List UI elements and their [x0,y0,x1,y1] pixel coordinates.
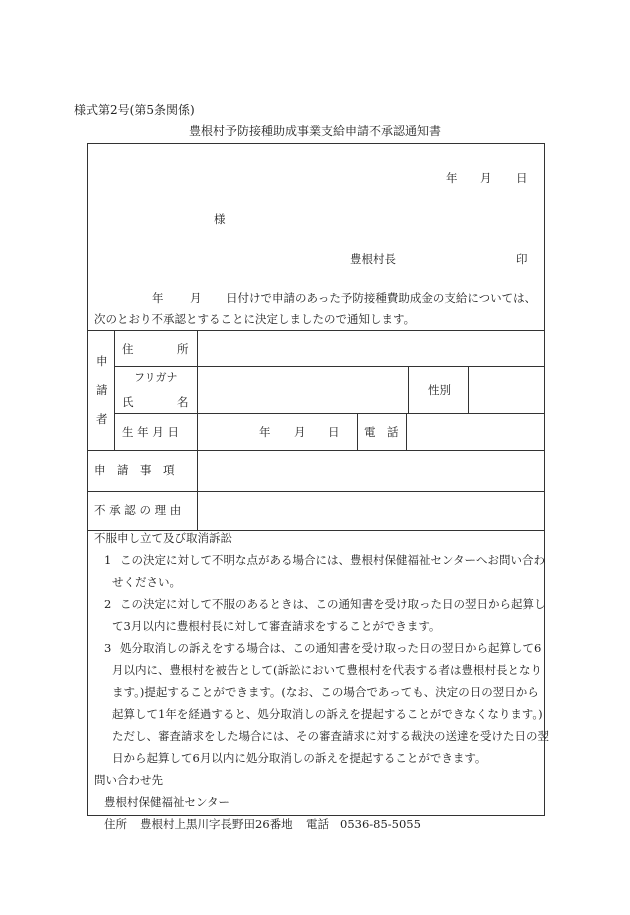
date-year: 年 [446,171,458,185]
addressee-suffix: 様 [214,212,226,226]
phone-left-line [357,413,358,450]
birthdate-label: 生 年 月 日 [122,425,179,439]
applicant-bottom-line [88,450,544,451]
contact-address: 豊根村上黒川字長野田26番地 [140,817,293,831]
appeal-item-3-line: ただし、審査請求をした場合には、その審査請求に対する裁決の送達を受けた日の翌 [112,729,549,743]
appeal-item-3-number: 3 [104,641,112,655]
request-row-line [88,491,544,492]
contact-address-label: 住所 [104,817,127,831]
birth-month: 月 [294,425,306,439]
table-top-line [88,330,544,331]
group-column-line [114,330,115,450]
gender-label: 性別 [428,383,451,397]
name-label-2: 名 [177,395,189,409]
appeal-item-1-line: この決定に対して不明な点がある場合には、豊根村保健福祉センターへお問い合わ [120,553,546,567]
applicant-group-label-2: 請 [96,383,108,397]
gender-right-line [468,366,469,413]
phone-right-line [406,413,407,450]
birth-year: 年 [259,425,271,439]
issuer-name: 豊根村長 [350,252,396,266]
label-column-line [197,330,198,530]
contact-org: 豊根村保健福祉センター [104,795,231,809]
furigana-label: フリガナ [134,371,178,384]
applicant-group-label-1: 申 [96,354,108,368]
applicant-group-label-3: 者 [96,412,108,426]
rejection-reason-label: 不 承 認 の 理 由 [94,503,182,517]
appeal-item-3-line: ます。)提起することができます。(なお、この場合であっても、決定の日の翌日から [112,685,539,699]
name-label-1: 氏 [122,395,134,409]
contact-heading: 問い合わせ先 [94,773,163,787]
date-month: 月 [480,171,492,185]
intro-line-2: 次のとおり不承認とすることに決定しましたので通知します。 [94,312,416,326]
intro-year: 年 [152,291,164,305]
contact-phone-label: 電話 [306,817,329,831]
appeal-item-1-line: せください。 [112,575,181,589]
appeal-item-3-line: 起算して1年を経過すると、処分取消しの訴えを提起することができなくなります。) [112,707,543,721]
name-row-line [114,413,544,414]
form-number: 様式第2号(第5条関係) [74,103,195,117]
appeal-heading: 不服申し立て及び取消訴訟 [94,531,232,545]
birth-day: 日 [328,425,340,439]
date-day: 日 [516,171,528,185]
address-row-line [114,366,544,367]
appeal-item-2-line: て3月以内に豊根村長に対して審査請求をすることができます。 [112,619,441,633]
request-items-label: 申 請 事 項 [94,463,175,477]
gender-left-line [408,366,409,413]
address-label-2: 所 [177,342,189,356]
appeal-item-2-number: 2 [104,597,112,611]
intro-line-1: 日付けで申請のあった予防接種費助成金の支給については、 [226,291,537,305]
seal-mark: 印 [516,252,528,266]
appeal-item-2-line: この決定に対して不服のあるときは、この通知書を受け取った日の翌日から起算し [120,597,546,611]
address-label-1: 住 [122,342,134,356]
appeal-item-3-line: 処分取消しの訴えをする場合は、この通知書を受け取った日の翌日から起算して6 [120,641,542,655]
appeal-item-3-line: 月以内に、豊根村を被告として(訴訟において豊根村を代表する者は豊根村長となり [112,663,542,677]
document-title: 豊根村予防接種助成事業支給申請不承認通知書 [188,124,441,138]
contact-phone: 0536-85-5055 [340,817,421,831]
notice-form [87,143,549,831]
phone-label: 電 話 [364,425,399,439]
appeal-item-3-line: 日から起算して6月以内に処分取消しの訴えを提起することができます。 [112,751,487,765]
appeal-item-1-number: 1 [104,553,112,567]
intro-month: 月 [190,291,202,305]
